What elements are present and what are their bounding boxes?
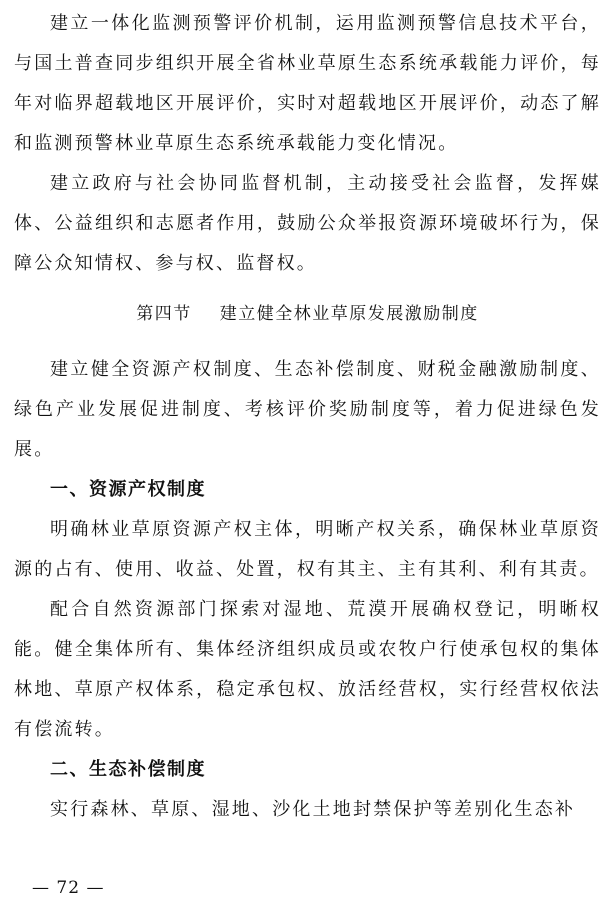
heading-eco-compensation: 二、生态补偿制度 (50, 759, 206, 780)
section-title (14, 294, 601, 334)
paragraph-eco-compensation: 实行森林、草原、湿地、沙化土地封禁保护等差别化生态补 (50, 799, 576, 820)
paragraph-incentive-intro: 建立健全资源产权制度、生态补偿制度、财税金融激励制度、绿色产业发展促进制度、考核评价奖励制度等，着力促进绿色发展。 (14, 359, 601, 460)
paragraph-property-rights-registration: 配合自然资源部门探索对湿地、荒漠开展确权登记，明晰权能。健全集体所有、集体经济组织成员或农牧户行使承包权的集体林地、草原产权体系，稳定承包权、放活经营权，实行经营权依法有偿流转。 (14, 599, 601, 740)
paragraph-property-rights-subject: 明确林业草原资源产权主体，明晰产权关系，确保林业草原资源的占有、使用、收益、处置，权有其主、主有其利、利有其责。 (14, 519, 601, 580)
page-number: — 72 — (32, 878, 105, 898)
paragraph-monitoring-mechanism: 建立一体化监测预警评价机制，运用监测预警信息技术平台，与国土普查同步组织开展全省林业草原生态系统承载能力评价，每年对临界超载地区开展评价，实时对超载地区开展评价，动态了解和监测预警林业草原生态系统承载能力变化情况。 (14, 13, 601, 154)
paragraph-supervision-mechanism: 建立政府与社会协同监督机制，主动接受社会监督，发挥媒体、公益组织和志愿者作用，鼓励公众举报资源环境破坏行为，保障公众知情权、参与权、监督权。 (14, 173, 601, 274)
section-number: 第四节 (136, 304, 192, 324)
heading-property-rights: 一、资源产权制度 (50, 479, 206, 500)
section-title-text: 建立健全林业草原发展激励制度 (219, 304, 479, 324)
